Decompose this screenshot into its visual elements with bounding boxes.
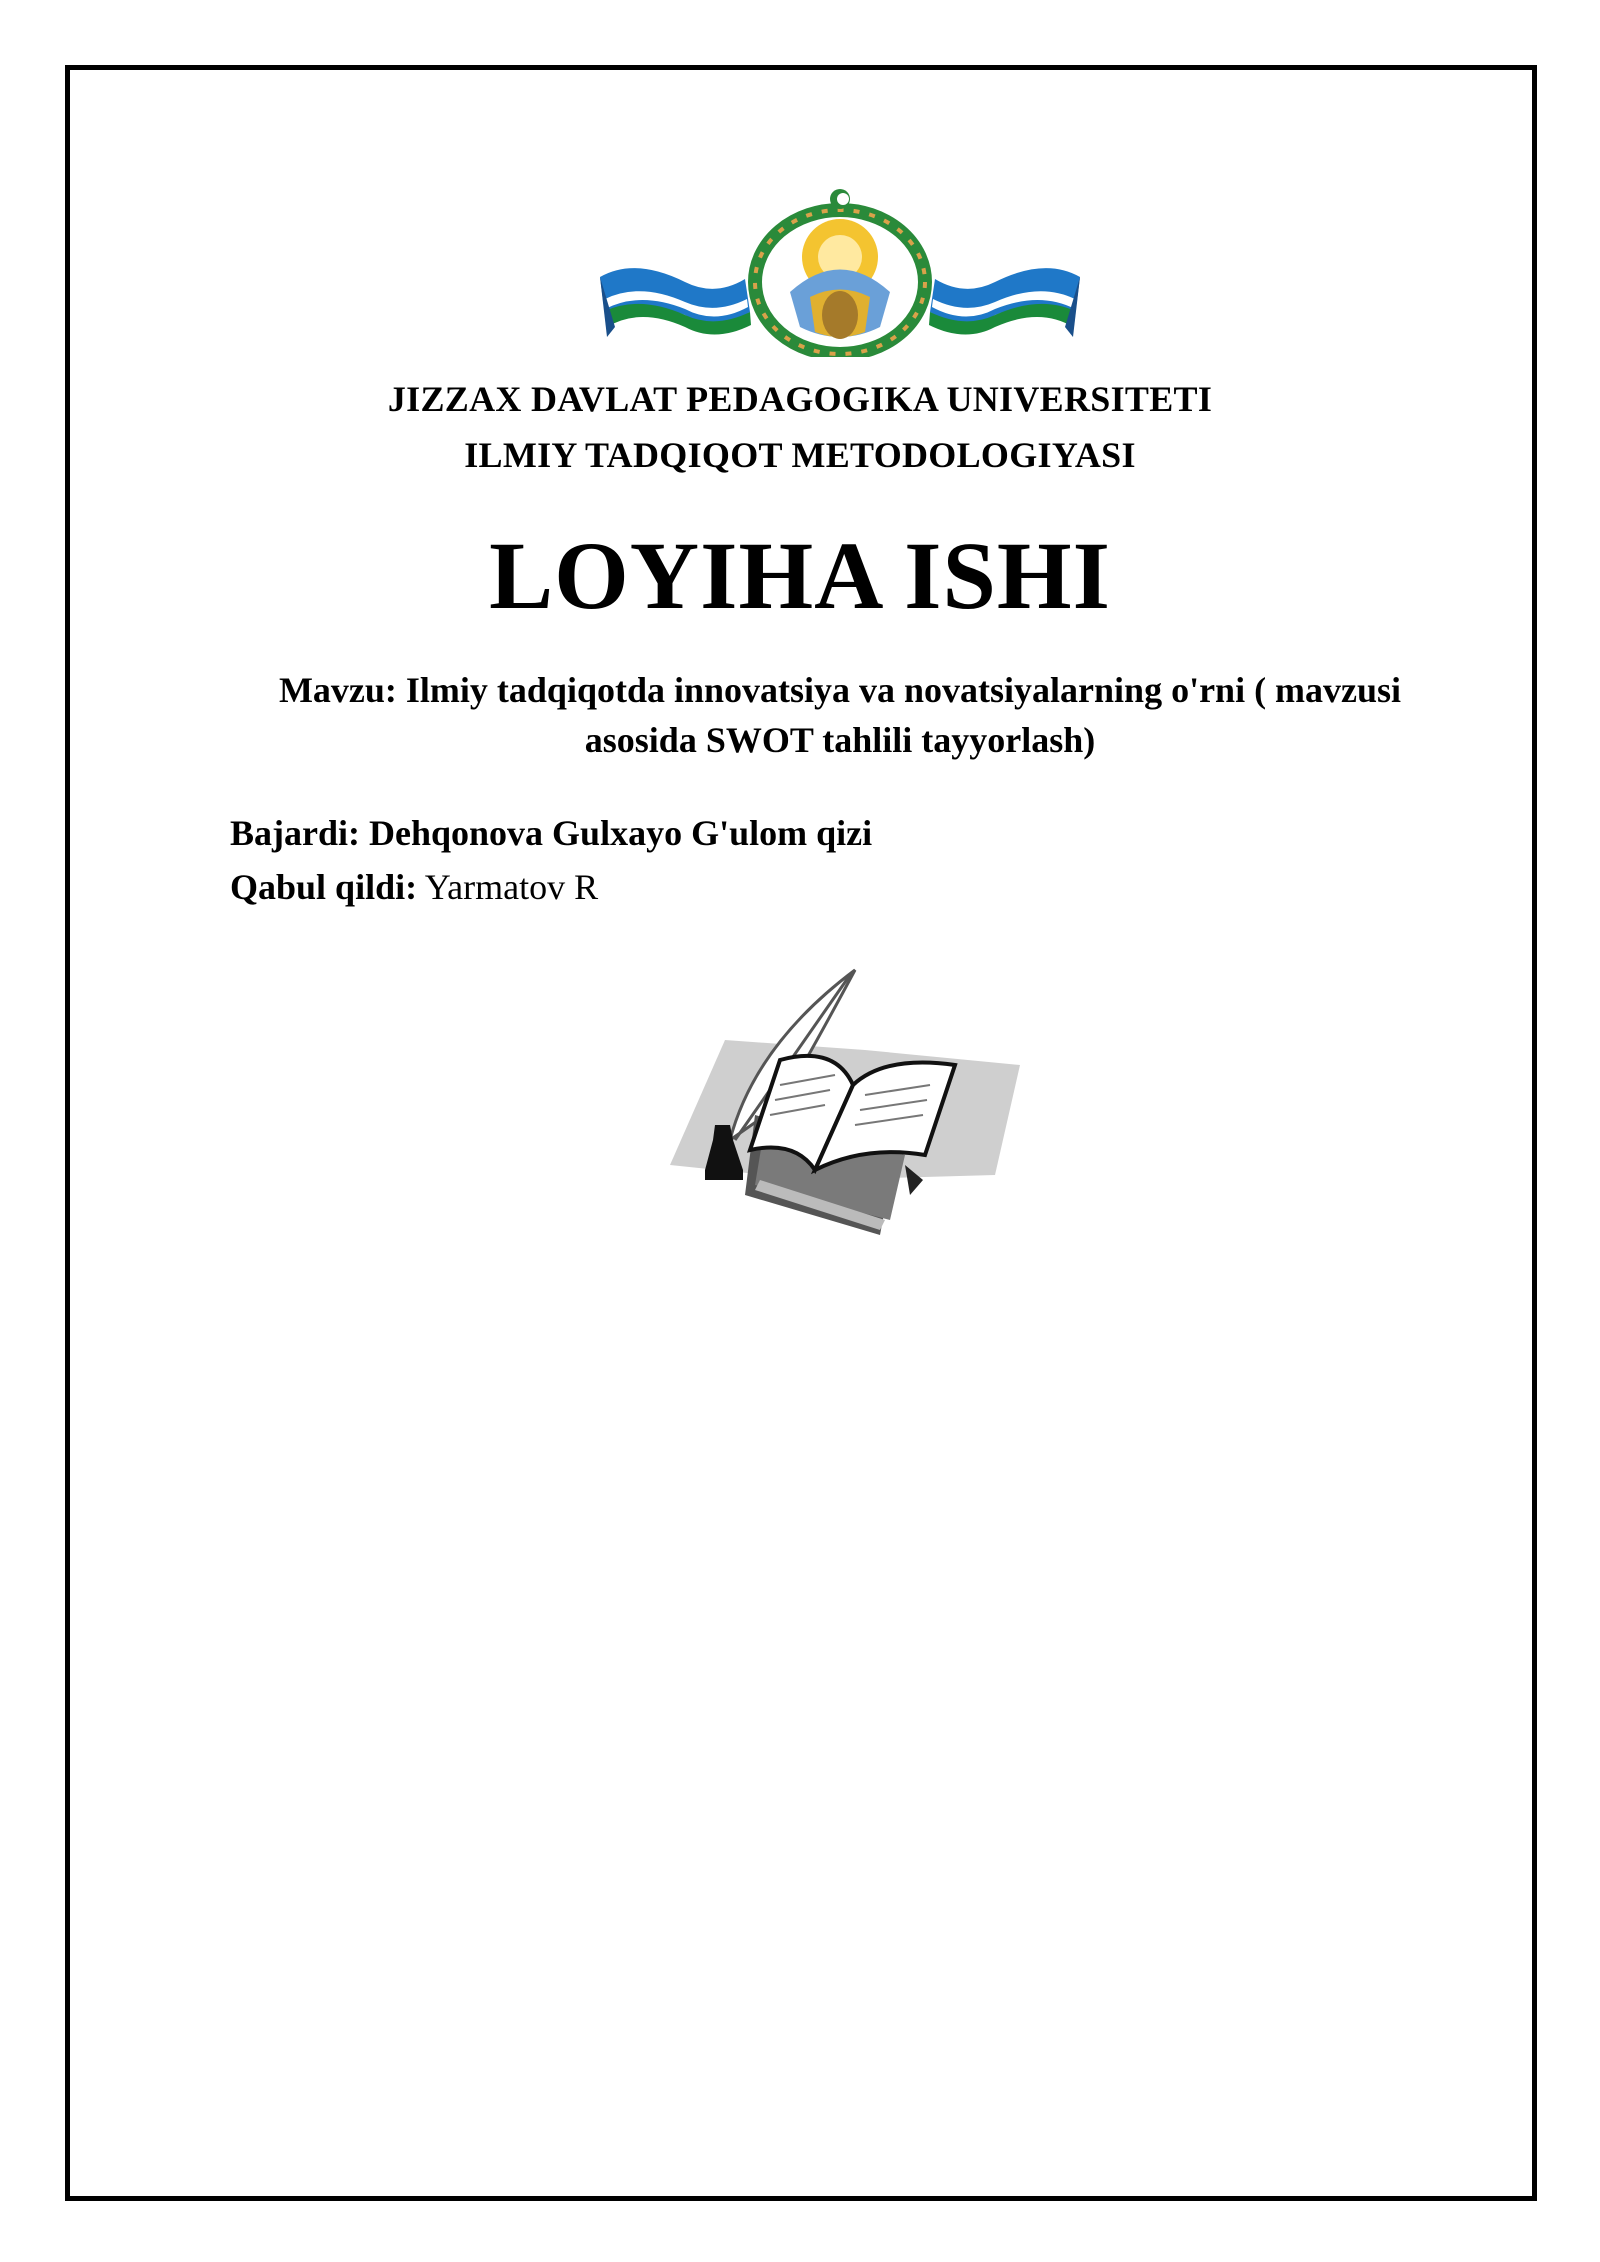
theme-line-2: asosida SWOT tahlili tayyorlash)	[584, 720, 1096, 760]
performer-name: Dehqonova Gulxayo G'ulom qizi	[369, 813, 873, 853]
page-title: LOYIHA ISHI	[489, 522, 1111, 629]
acceptor-name: Yarmatov R	[424, 867, 599, 907]
subject-name: ILMIY TADQIQOT METODOLOGIYASI	[464, 435, 1136, 475]
performer-line	[230, 812, 872, 854]
acceptor-label: Qabul qildi:	[230, 867, 418, 907]
quill-book-icon	[665, 965, 1020, 1245]
acceptor-line	[230, 866, 598, 908]
theme-line-1: Mavzu: Ilmiy tadqiqotda innovatsiya va novatsiyalarning o'rni ( mavzusi	[278, 670, 1402, 710]
project-theme	[230, 665, 1450, 765]
performer-label: Bajardi:	[230, 813, 360, 853]
university-name: JIZZAX DAVLAT PEDAGOGIKA UNIVERSITETI	[387, 379, 1213, 419]
state-emblem-icon	[595, 187, 1085, 357]
